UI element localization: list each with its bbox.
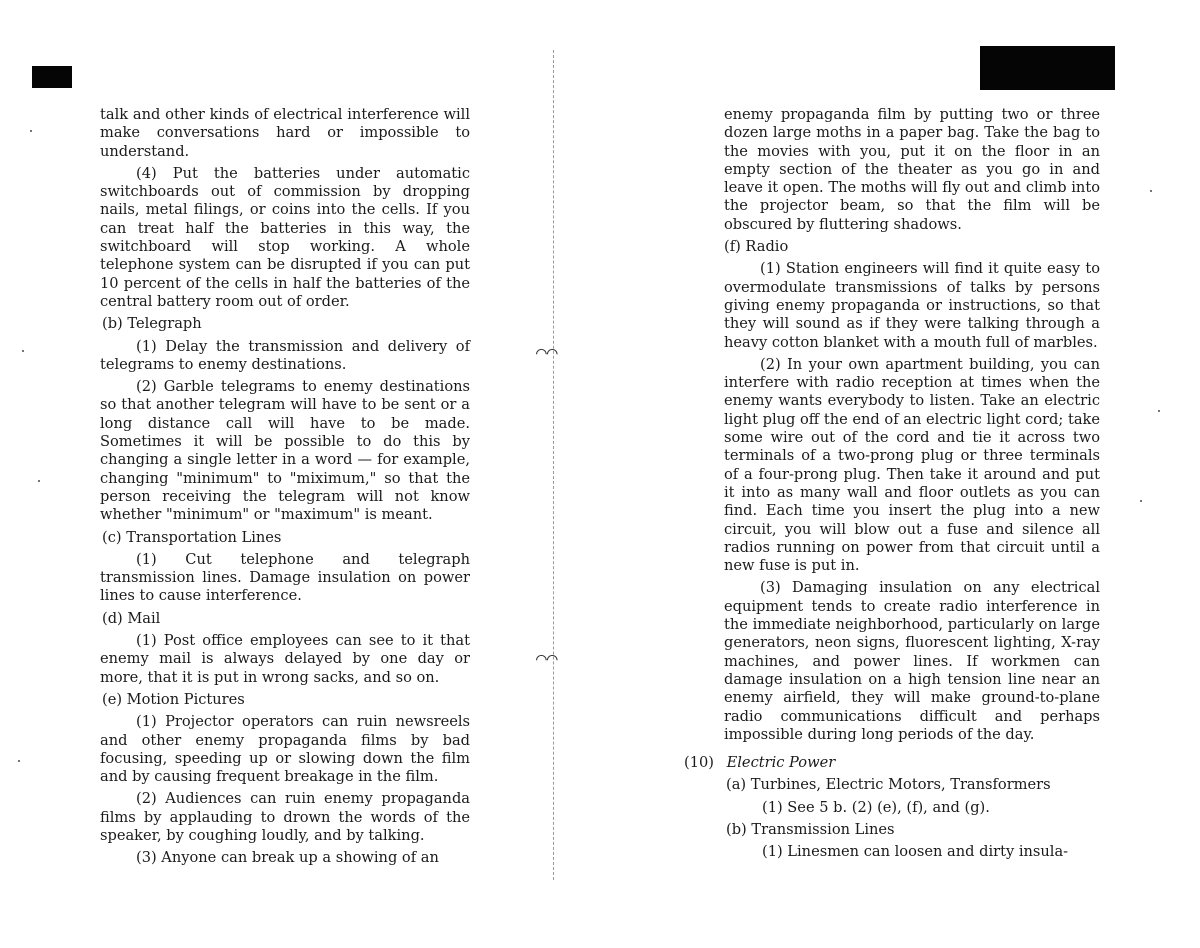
left-page-column	[100, 106, 470, 872]
paragraph: (1) Delay the transmission and delivery of telegrams to enemy destinations.	[100, 337, 470, 373]
section-heading	[684, 754, 1100, 772]
section-title: Electric Power	[726, 754, 836, 772]
scan-speck	[38, 480, 40, 482]
section-heading: (b) Telegraph	[102, 315, 202, 333]
binding-mark: ⌒⌒	[536, 648, 558, 669]
paragraph: (2) Garble telegrams to enemy destinations so that another telegram will have to be sent or a long distance call will have to be made. Sometimes it will be possible to do this by changing a single letter in a word — for example, changing "minimum" to "miximum," so that the person receiving the telegram will not know whether "minimum" or "maximum" is meant.	[100, 378, 470, 524]
paragraph: (3) Damaging insulation on any electrical equipment tends to create radio interference in the immediate neighborhood, particularly on large generators, neon signs, fluorescent lighting, X-ray machines, and power lines. If workmen can damage insulation on a high tension line near an enemy airfield, they will make ground-to-plane radio communications difficult and perhaps impossible during long periods of the day.	[724, 579, 1100, 743]
section-number: (10)	[684, 754, 714, 772]
redaction-block	[32, 66, 72, 88]
section-heading: (f) Radio	[724, 238, 789, 256]
paragraph: (4) Put the batteries under automatic switchboards out of commission by dropping nails, metal filings, or coins into the cells. If you can treat half the batteries in this way, the switchboard will stop working. A whole telephone system can be disrupted if you can put 10 percent of the cells in half the batteries of the central battery room out of order.	[100, 164, 470, 310]
paragraph: (1) Cut telephone and telegraph transmission lines. Damage insulation on power lines to cause interference.	[100, 550, 470, 605]
paragraph: (1) Linesmen can loosen and dirty insula-	[762, 843, 1069, 861]
paragraph: enemy propaganda film by putting two or three dozen large moths in a paper bag. Take the bag to the movies with you, put it on the floor in an empty section of the theater as you go in and leave it open. The moths will fly out and climb into the projector beam, so that the film will be obscured by fluttering shadows.	[724, 106, 1100, 233]
paragraph: (1) Post office employees can see to it that enemy mail is always delayed by one day or more, that it is put in wrong sacks, and so on.	[100, 632, 470, 686]
scan-speck	[1150, 190, 1152, 192]
section-heading: (c) Transportation Lines	[102, 528, 282, 546]
paragraph: talk and other kinds of electrical interference will make conversations hard or impossible to understand.	[100, 106, 470, 160]
binding-mark: ⌒⌒	[536, 342, 558, 363]
paragraph: (1) Projector operators can ruin newsreels and other enemy propaganda films by bad focusing, speeding up or slowing down the film and by causing frequent breakage in the film.	[100, 713, 470, 786]
paragraph: (2) In your own apartment building, you can interfere with radio reception at times when the enemy wants everybody to listen. Take an electric light plug off the end of an electric light cord; take some wire out of the cord and tie it across two terminals of a two-prong plug or three terminals of a four-prong plug. Then take it around and put it into as many wall and floor outlets as you can find. Each time you insert the plug into a new circuit, you will blow out a fuse and silence all radios running on power from that circuit until a new fuse is put in.	[724, 355, 1100, 575]
paragraph: (1) See 5 b. (2) (e), (f), and (g).	[762, 798, 990, 816]
scan-speck	[1158, 410, 1160, 412]
section-heading: (d) Mail	[102, 609, 161, 627]
scan-speck	[1140, 500, 1142, 502]
subsection-heading: (b) Transmission Lines	[726, 820, 895, 838]
section-heading: (e) Motion Pictures	[102, 690, 245, 708]
scan-speck	[18, 760, 20, 762]
scan-speck	[30, 130, 32, 132]
redaction-block	[980, 46, 1115, 90]
scan-speck	[22, 350, 24, 352]
paragraph: (3) Anyone can break up a showing of an	[136, 849, 439, 867]
subsection-heading: (a) Turbines, Electric Motors, Transformers	[726, 776, 1051, 794]
right-page-column	[684, 106, 1100, 866]
paragraph: (1) Station engineers will find it quite easy to overmodulate transmissions of talks by persons giving enemy propaganda or instructions, so that they will sound as if they were talking through a heavy cotton blanket with a mouth full of marbles.	[724, 260, 1100, 351]
page-gutter	[553, 50, 555, 880]
paragraph: (2) Audiences can ruin enemy propaganda films by applauding to drown the words of the speaker, by coughing loudly, and by talking.	[100, 790, 470, 844]
